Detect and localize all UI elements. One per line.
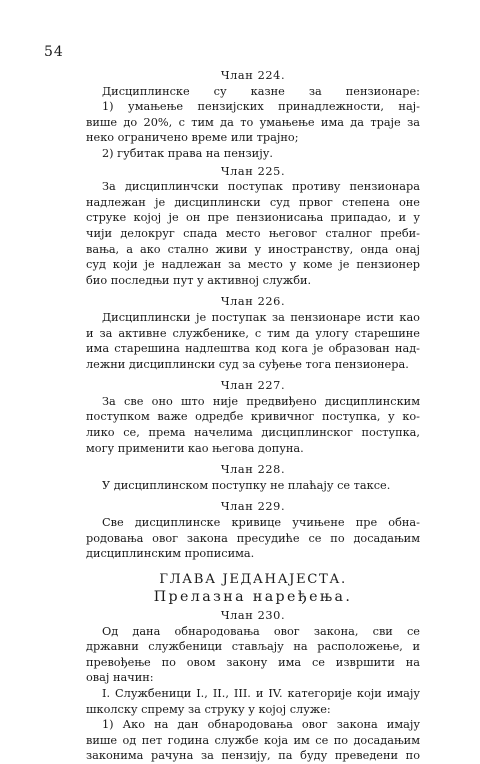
text-line: 1) умањење пензијских принадлежности, нај- — [102, 100, 420, 114]
article-226 — [86, 294, 420, 372]
text-line: I. Службеници I., II., III. и IV. категорије који имају — [102, 686, 420, 700]
law-text — [86, 68, 420, 764]
text-line: овај начин: — [86, 671, 154, 685]
chapter-subtitle: Прелазна наређења. — [153, 589, 353, 606]
article-224 — [86, 68, 420, 162]
text-line: Дисциплинске су казне за пензионаре: — [102, 84, 420, 98]
text-line: законима рачуна за пензију, па буду преведени по — [86, 749, 420, 763]
article-225 — [86, 164, 420, 289]
text-line: превођење по овом закону има се извршити на — [86, 655, 420, 669]
text-line: државни службеници стављају на расположење, и — [86, 640, 420, 654]
article-heading: Члан 224. — [220, 69, 286, 82]
article-heading: Члан 226. — [220, 295, 286, 309]
page-number: 54 — [44, 44, 64, 60]
text-line: За дисциплинчски поступак противу пензионара — [102, 180, 420, 194]
article-228 — [86, 462, 420, 493]
text-line: Све дисциплинске кривице учињене пре обна- — [102, 516, 420, 530]
text-line: Дисциплински је поступак за пензионаре исти као — [102, 310, 420, 324]
text-line: надлежан је дисциплински суд првог степена оне — [86, 195, 420, 209]
article-heading: Члан 228. — [220, 463, 286, 477]
text-line: Од дана обнародовања овог закона, сви се — [102, 624, 420, 638]
text-line: чији делокруг спада место његовог сталног преби- — [86, 226, 420, 240]
text-line: више до 20%, с тим да то умањење има да траје за — [86, 115, 420, 129]
chapter-title: ГЛАВА ЈЕДАНАЈЕСТА. — [159, 571, 347, 587]
article-227 — [86, 378, 420, 456]
text-line: неко ограничено време или трајно; — [86, 131, 299, 145]
article-heading: Члан 229. — [220, 500, 286, 514]
text-line: поступком важе одредбе кривичног поступка, у ко- — [86, 410, 420, 424]
text-line: струке којој је он пре пензионисања припадао, и у — [86, 211, 420, 225]
text-line: 1) Ако на дан обнародовања овог закона имају — [102, 718, 420, 732]
text-line: и за активне службенике, с тим да улогу старешине — [86, 326, 420, 340]
text-line: лико се, према начелима дисциплинског поступка, — [86, 426, 420, 440]
article-230 — [86, 608, 420, 764]
text-line: родовања овог закона пресудиће се по досадањим — [86, 531, 420, 545]
text-line: могу применити као његова допуна. — [86, 441, 304, 455]
article-heading: Члан 225. — [220, 164, 286, 178]
article-heading: Члан 227. — [220, 379, 286, 393]
text-line: вања, а ако стално живи у иностранству, онда онај — [86, 242, 420, 256]
text-line: У дисциплинском поступку не плаћају се таксе. — [102, 478, 391, 492]
text-line: 2) губитак права на пензију. — [102, 146, 273, 160]
text-line: За све оно што није предвиђено дисциплинским — [102, 394, 420, 408]
text-line: суд који је надлежан за место у коме је пензионер — [86, 258, 420, 272]
article-heading: Члан 230. — [220, 609, 286, 622]
text-line: има старешина надлештва код кога је образован над- — [86, 342, 420, 356]
text-line: био последњи пут у активној служби. — [86, 273, 312, 287]
text-line: дисциплинским прописима. — [86, 547, 255, 561]
text-line: лежни дисциплински суд за суђење тога пензионера. — [86, 357, 409, 371]
article-229 — [86, 499, 420, 561]
text-line: више од пет година службе која им се по досадањим — [86, 733, 420, 747]
text-line: школску спрему за струку у којој служе: — [86, 702, 331, 716]
